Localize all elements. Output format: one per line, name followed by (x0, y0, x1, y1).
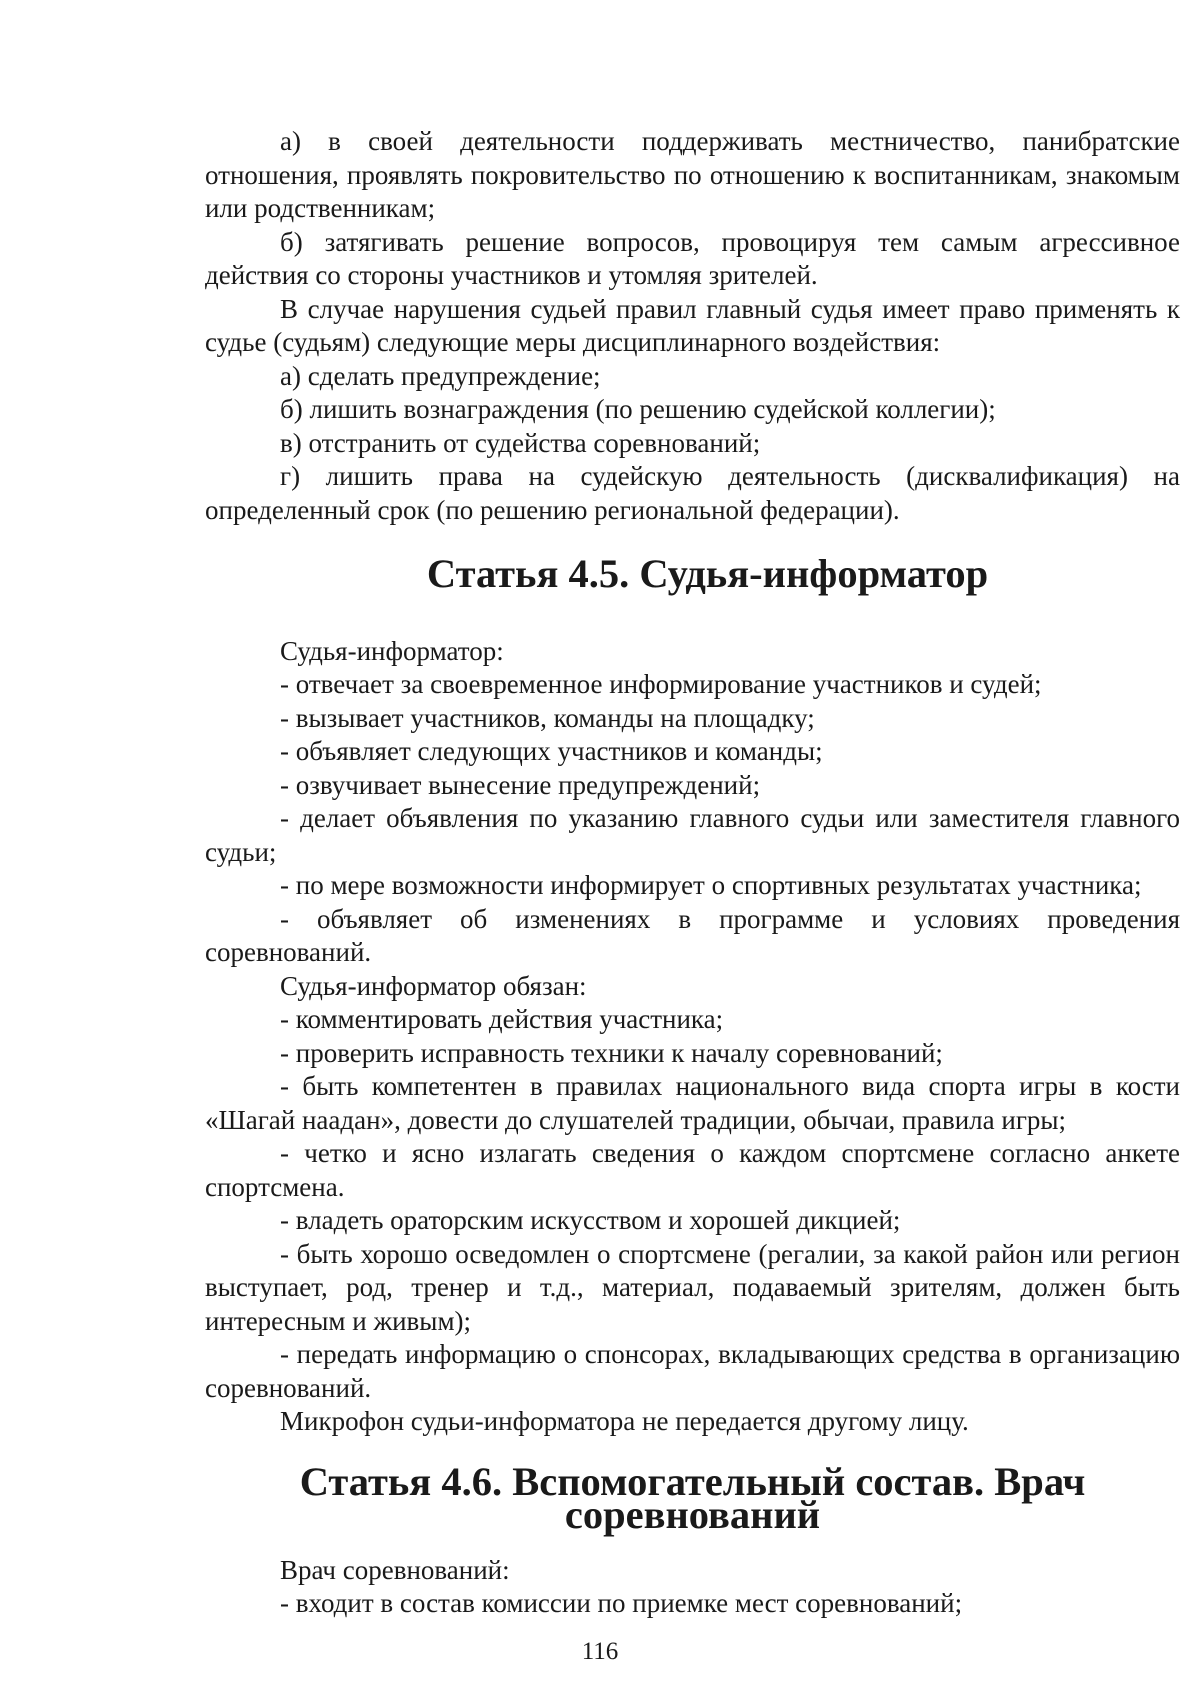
page-body (205, 125, 1180, 1621)
section-4-5-body (205, 635, 1180, 1439)
list-item: - быть компетентен в правилах национального вида спорта игры в кости «Шагай наадан», довести до слушателей традиции, обычаи, правила игры; (205, 1071, 1180, 1135)
paragraph: Микрофон судьи-информатора не передается другому лицу. (280, 1406, 969, 1436)
list-item: - отвечает за своевременное информирование участников и судей; (280, 669, 1042, 699)
section-heading: Статья 4.5. Судья-информатор (426, 551, 989, 596)
list-item: - по мере возможности информирует о спортивных результатах участника; (280, 870, 1142, 900)
list-item: - вызывает участников, команды на площадку; (280, 702, 815, 733)
paragraph: Судья-информатор: (280, 635, 504, 666)
list-item: - передать информацию о спонсорах, вкладывающих средства в организацию соревнований. (205, 1339, 1180, 1403)
list-item: - объявляет следующих участников и команды; (280, 736, 823, 766)
paragraph: б) затягивать решение вопросов, провоцируя тем самым агрессивное действия со стороны участников и утомляя зрителей. (205, 226, 1180, 290)
intro-block (205, 125, 1180, 527)
paragraph: б) лишить вознаграждения (по решению судейской коллегии); (280, 394, 996, 424)
paragraph: г) лишить права на судейскую деятельность (дисквалификация) на определенный срок (по решению региональной федерации). (205, 461, 1180, 525)
section-heading: Статья 4.6. Вспомогательный состав. Врач соревнований (299, 1458, 1086, 1537)
paragraph: а) в своей деятельности поддерживать местничество, панибратские отношения, проявлять покровительство по отношению к воспитанникам, знакомым или родственникам; (205, 126, 1180, 223)
list-item: - комментировать действия участника; (280, 1004, 724, 1034)
paragraph: в) отстранить от судейства соревнований; (280, 427, 761, 458)
list-item: - объявляет об изменениях в программе и условиях проведения соревнований. (205, 903, 1180, 967)
paragraph: В случае нарушения судьей правил главный судья имеет право применять к судье (судьям) следующие меры дисциплинарного воздействия: (205, 293, 1180, 357)
list-item: - озвучивает вынесение предупреждений; (280, 769, 761, 800)
list-item: - владеть ораторским искусством и хорошей дикцией; (280, 1205, 901, 1235)
list-item: - быть хорошо осведомлен о спортсмене (регалии, за какой район или регион выступает, род, тренер и т.д., материал, подаваемый зрителям, должен быть интересным и живым); (205, 1238, 1180, 1336)
list-item: - входит в состав комиссии по приемке мест соревнований; (280, 1588, 963, 1618)
section-4-6-body (205, 1554, 1180, 1621)
list-item: - делает объявления по указанию главного судьи или заместителя главного судьи; (205, 803, 1180, 867)
paragraph: Врач соревнований: (280, 1554, 510, 1585)
list-item: - четко и ясно излагать сведения о каждом спортсмене согласно анкете спортсмена. (205, 1138, 1180, 1202)
paragraph: а) сделать предупреждение; (280, 360, 601, 391)
paragraph: Судья-информатор обязан: (280, 970, 587, 1001)
page-number: 116 (581, 1638, 619, 1665)
list-item: - проверить исправность техники к началу соревнований; (280, 1037, 943, 1068)
